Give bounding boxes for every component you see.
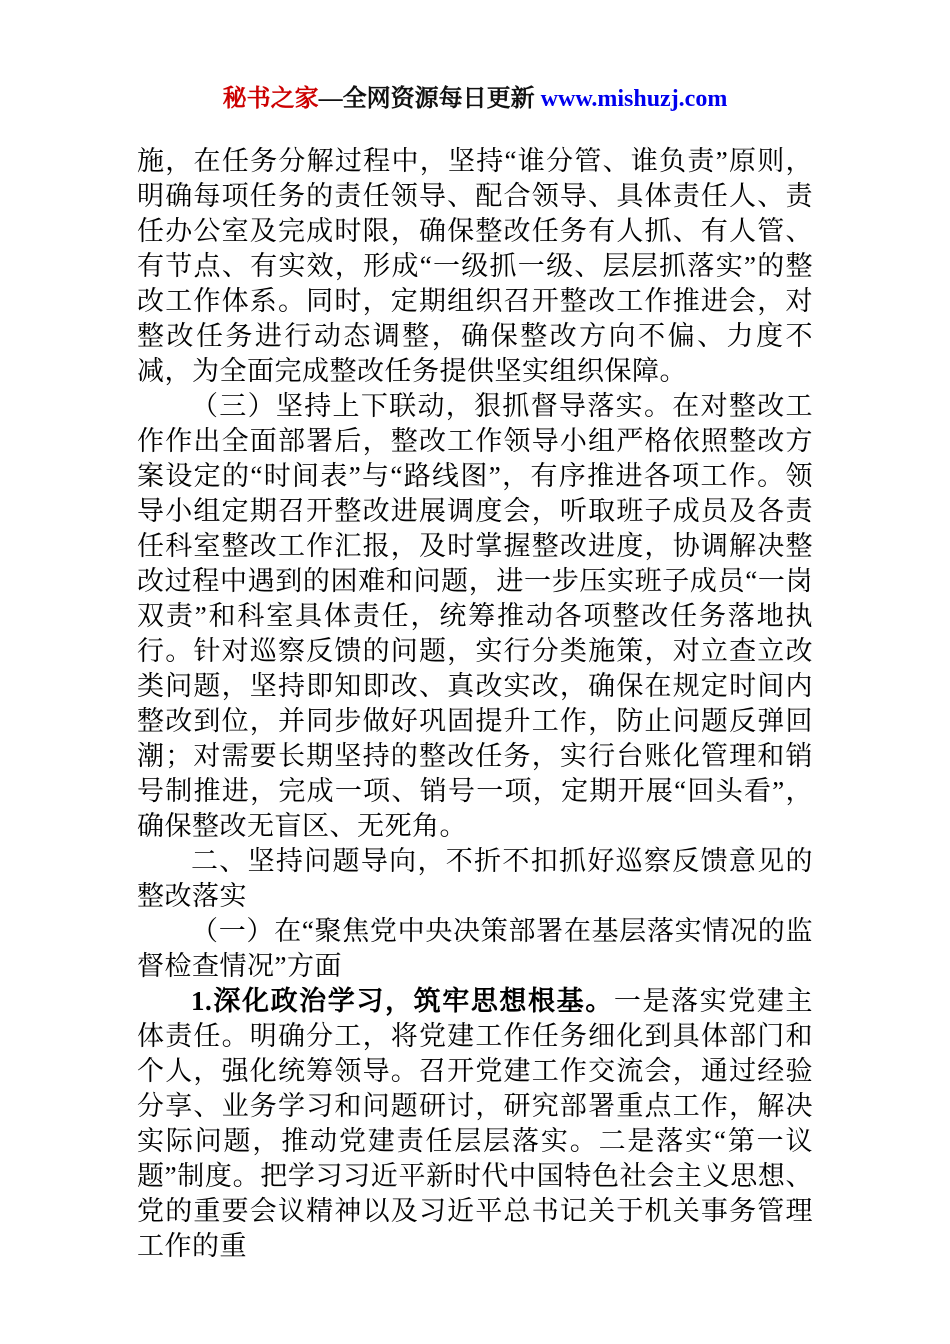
paragraph-text: （三）坚持上下联动，狠抓督导落实。在对整改工作作出全面部署后，整改工作领导小组严格依照整改方案设定的“时间表”与“路线图”，有序推进各项工作。领导小组定期召开整改进展调度会，听取班子成员及各责任科室整改工作汇报，及时掌握整改进度，协调解决整改过程中遇到的困难和问题，进一步压实班子成员“一岗双责”和科室具体责任，统筹推动各项整改任务落地执行。针对巡察反馈的问题，实行分类施策，对立查立改类问题，坚持即知即改、真改实改，确保在规定时间内整改到位，并同步做好巩固提升工作，防止问题反弹回潮；对需要长期坚持的整改任务，实行台账化管理和销号制推进，完成一项、销号一项，定期开展“回头看”，确保整改无盲区、无死角。 (137, 391, 813, 841)
site-url-link[interactable]: www.mishuzj.com (540, 86, 728, 112)
paragraph-text: 二、坚持问题导向，不折不扣抓好巡察反馈意见的整改落实 (137, 846, 813, 911)
paragraph (137, 844, 813, 914)
site-tagline: —全网资源每日更新 (318, 86, 541, 112)
paragraph (137, 984, 813, 1264)
site-brand: 秘书之家 (222, 86, 319, 112)
paragraph-text: （一）在“聚焦党中央决策部署在基层落实情况的监督检查情况”方面 (137, 916, 813, 981)
paragraph-text: 施，在任务分解过程中，坚持“谁分管、谁负责”原则，明确每项任务的责任领导、配合领导、具体责任人、责任办公室及完成时限，确保整改任务有人抓、有人管、有节点、有实效，形成“一级抓一级、层层抓落实”的整改工作体系。同时，定期组织召开整改工作推进会，对整改任务进行动态调整，确保整改方向不偏、力度不减，为全面完成整改任务提供坚实组织保障。 (137, 146, 813, 386)
paragraph (137, 389, 813, 844)
document-body (137, 144, 813, 1264)
paragraph-lead-bold: 1.深化政治学习，筑牢思想根基。 (191, 986, 614, 1016)
site-header (137, 84, 813, 114)
paragraph-text: 一是落实党建主体责任。明确分工，将党建工作任务细化到具体部门和个人，强化统筹领导。召开党建工作交流会，通过经验分享、业务学习和问题研讨，研究部署重点工作，解决实际问题，推动党建责任层层落实。二是落实“第一议题”制度。把学习习近平新时代中国特色社会主义思想、党的重要会议精神以及习近平总书记关于机关事务管理工作的重 (137, 986, 814, 1261)
paragraph (137, 144, 813, 389)
paragraph (137, 914, 813, 984)
